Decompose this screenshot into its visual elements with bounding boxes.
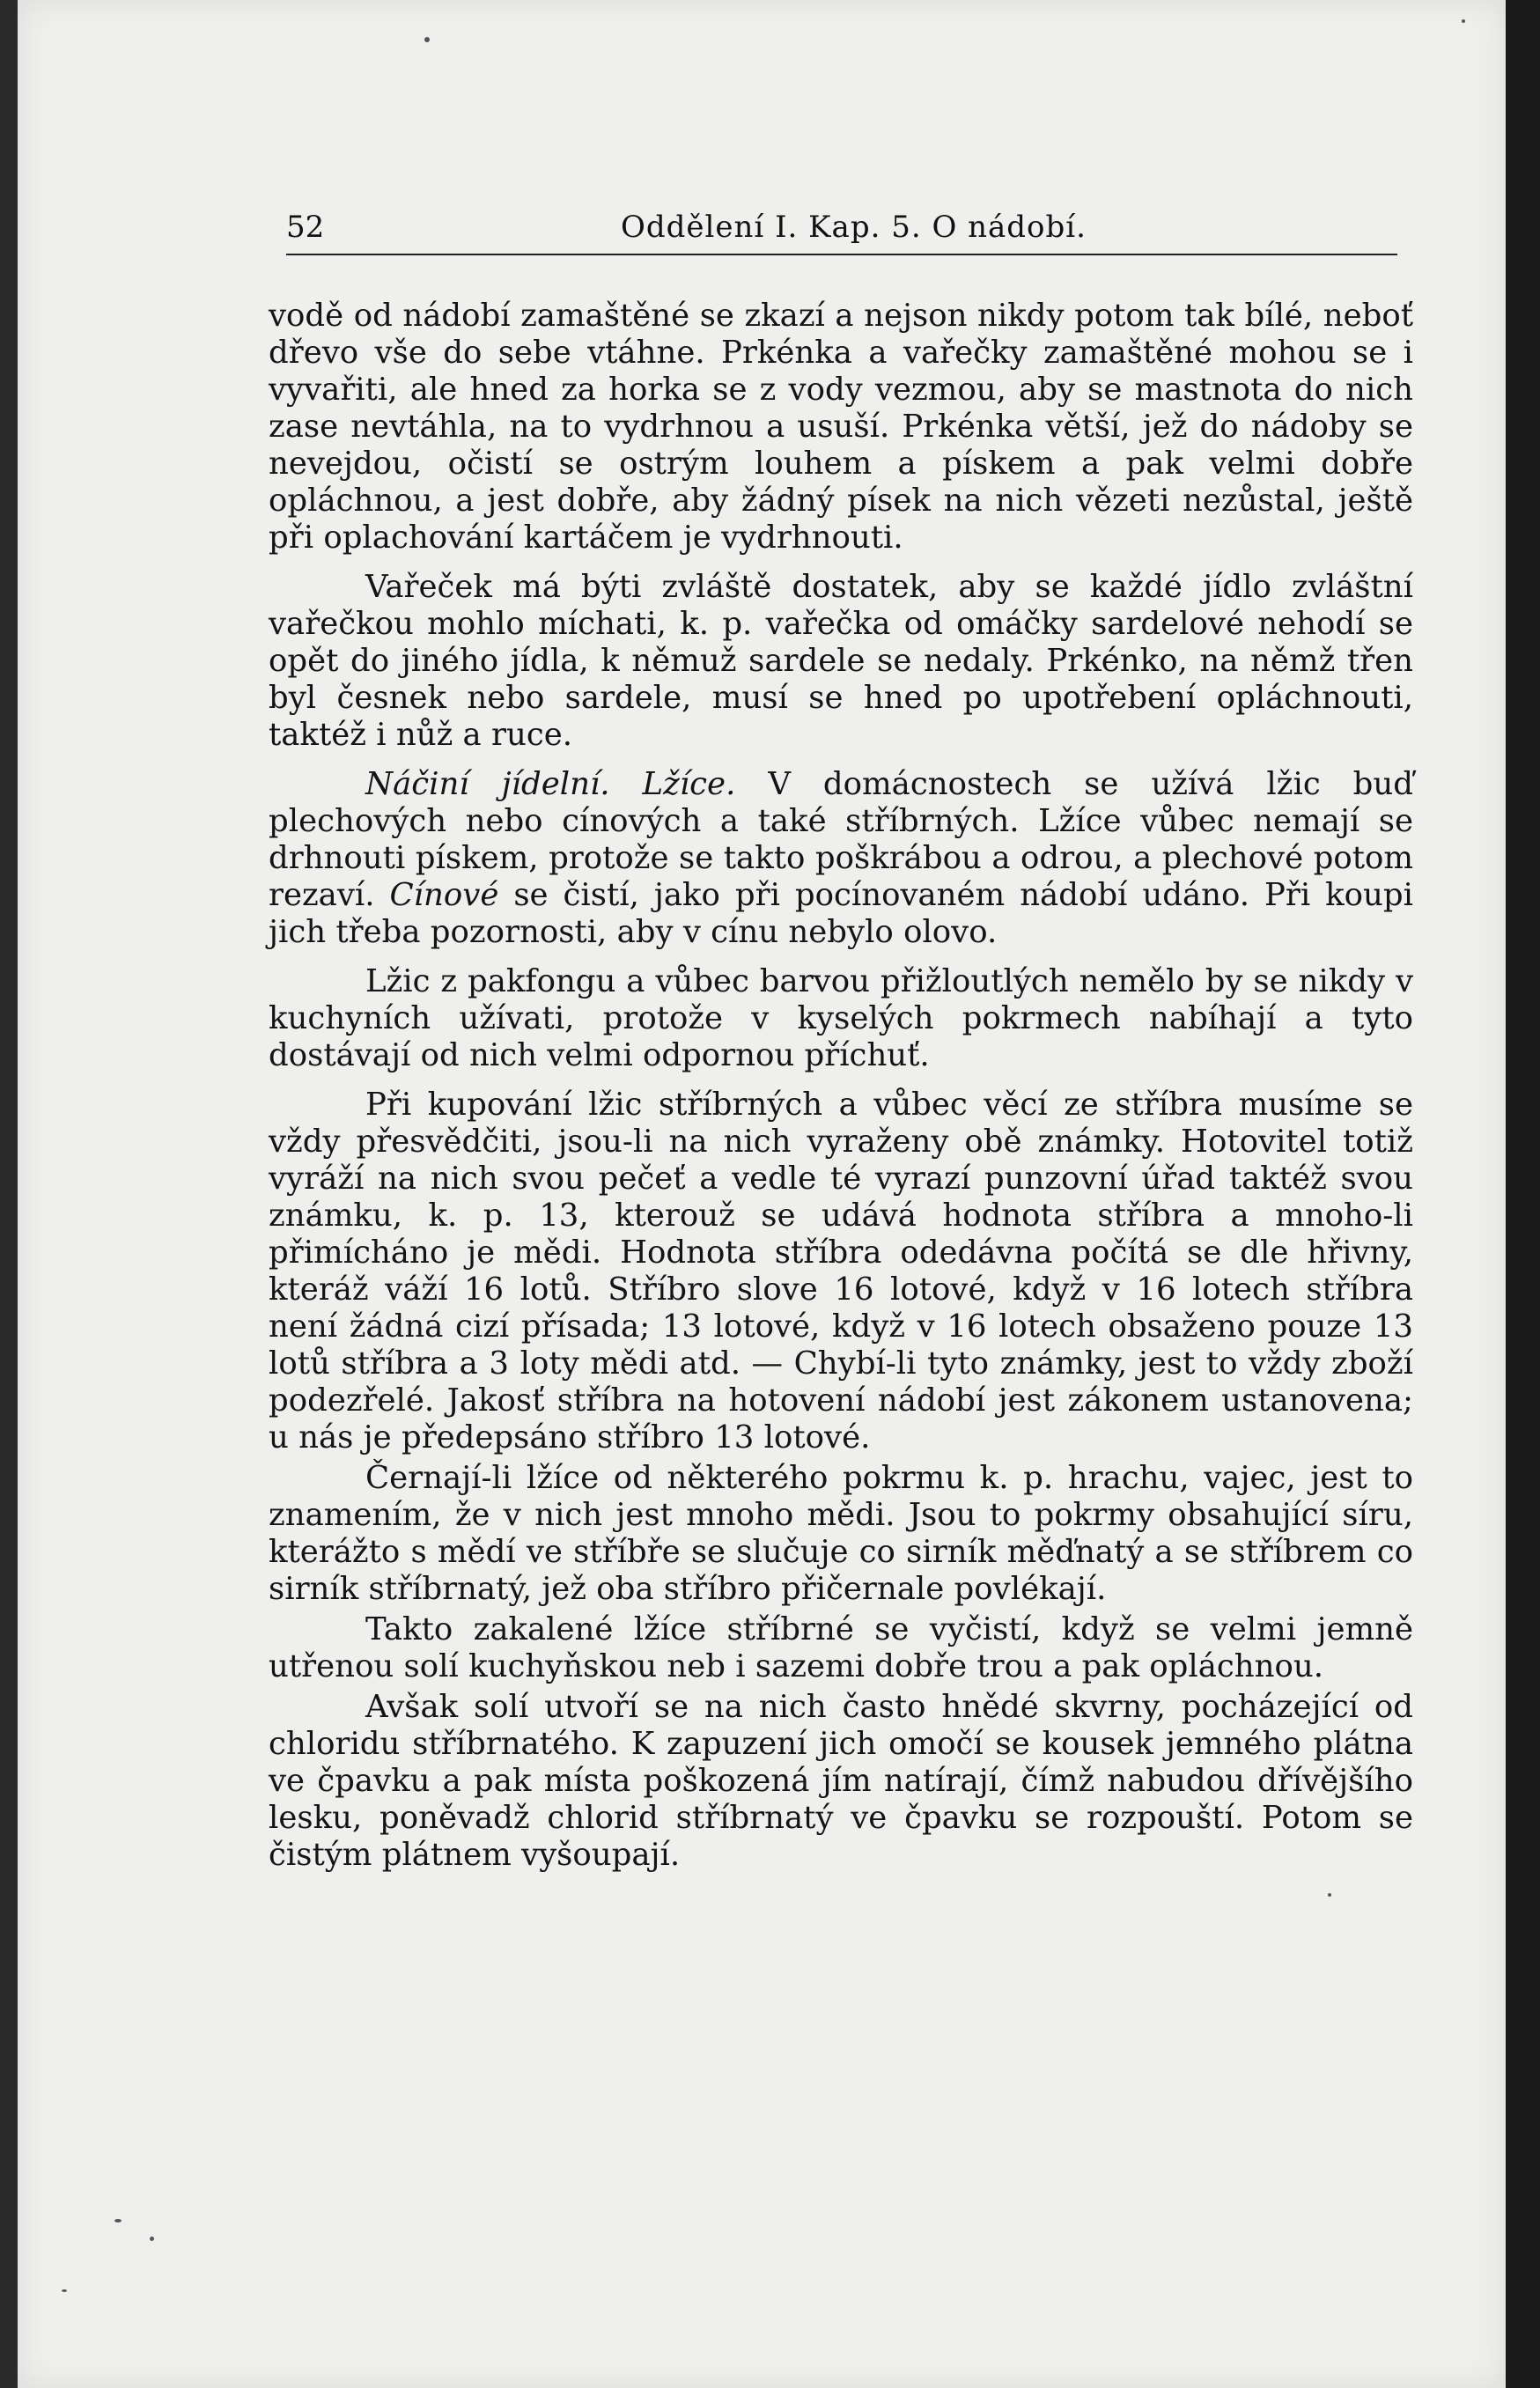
paragraph-text: V domácnostech se užívá lžic buď plechových nebo cínových a také stříbrných. Lžíce vůbec nemají se drhnouti pískem, protože se takto poškrábou a odrou, a plechové potom rezaví.	[269, 766, 1413, 913]
scan-speck	[150, 2237, 154, 2241]
scan-speck	[114, 2219, 122, 2222]
paragraph: Avšak solí utvoří se na nich často hnědé skvrny, pocházející od chloridu stříbrnatého. K zapuzení jich omočí se kousek jemného plátna ve čpavku a pak místa poškozená jím natírají, čímž nabudou dřívějšího lesku, poněvadž chlorid stříbrnatý ve čpavku se rozpouští. Potom se čistým plátnem vyšoupají.	[269, 1689, 1413, 1873]
body-text	[269, 298, 1413, 1877]
running-title: Oddělení I. Kap. 5. O nádobí.	[621, 210, 1087, 245]
scan-right-edge	[1506, 0, 1540, 2388]
scan-speck	[424, 37, 430, 42]
paragraph-text: se čistí, jako při pocínovaném nádobí udáno. Při koupi jich třeba pozornosti, aby v cínu nebylo olovo.	[269, 877, 1413, 950]
paragraph: Při kupování lžic stříbrných a vůbec věcí ze stříbra musíme se vždy přesvědčiti, jsou-li na nich vyraženy obě známky. Hotovitel totiž vyráží na nich svou pečeť a vedle té vyrazí punzovní úřad taktéž svou známku, k. p. 13, kterouž se udává hodnota stříbra a mnoho-li přimícháno je mědi. Hodnota stříbra odedávna počítá se dle hřivny, kteráž váží 16 lotů. Stříbro slove 16 lotové, když v 16 lotech stříbra není žádná cizí přísada; 13 lotové, když v 16 lotech obsaženo pouze 13 lotů stříbra a 3 loty mědi atd. — Chybí-li tyto známky, jest to vždy zboží podezřelé. Jakosť stříbra na hotovení nádobí jest zákonem ustanovena; u nás je předepsáno stříbro 13 lotové.	[269, 1087, 1413, 1456]
scan-speck	[1462, 19, 1465, 23]
page-number: 52	[286, 210, 325, 245]
section-heading: Náčiní jídelní. Lžíce.	[365, 766, 736, 802]
paragraph: Černají-li lžíce od některého pokrmu k. p. hrachu, vajec, jest to znamením, že v nich jest mnoho mědi. Jsou to pokrmy obsahující síru, kterážto s mědí ve stříbře se slučuje co sirník měďnatý a se stříbrem co sirník stříbrnatý, jež oba stříbro přičernale povlékají.	[269, 1460, 1413, 1607]
paragraph	[269, 766, 1413, 951]
scan-speck	[62, 2289, 67, 2292]
emphasis: Cínové	[389, 877, 499, 913]
scan-speck	[1328, 1893, 1331, 1897]
paragraph: Takto zakalené lžíce stříbrné se vyčistí, když se velmi jemně utřenou solí kuchyňskou neb i sazemi dobře trou a pak opláchnou.	[269, 1611, 1413, 1684]
paragraph: Vařeček má býti zvláště dostatek, aby se každé jídlo zvláštní vařečkou mohlo míchati, k. p. vařečka od omáčky sardelové nehodí se opět do jiného jídla, k němuž sardele se nedaly. Prkénko, na němž třen byl česnek nebo sardele, musí se hned po upotřebení opláchnouti, taktéž i nůž a ruce.	[269, 569, 1413, 753]
paragraph: Lžic z pakfongu a vůbec barvou přižloutlých nemělo by se nikdy v kuchyních užívati, protože v kyselých pokrmech nabíhají a tyto dostávají od nich velmi odpornou příchuť.	[269, 963, 1413, 1073]
scan-left-edge	[0, 0, 18, 2388]
page-header	[286, 204, 1397, 255]
paragraph: vodě od nádobí zamaštěné se zkazí a nejson nikdy potom tak bílé, neboť dřevo vše do sebe vtáhne. Prkénka a vařečky zamaštěné mohou se i vyvařiti, ale hned za horka se z vody vezmou, aby se mastnota do nich zase nevtáhla, na to vydrhnou a usuší. Prkénka větší, jež do nádoby se nevejdou, očistí se ostrým louhem a pískem a pak velmi dobře opláchnou, a jest dobře, aby žádný písek na nich vězeti nezůstal, ještě při oplachování kartáčem je vydrhnouti.	[269, 298, 1413, 556]
